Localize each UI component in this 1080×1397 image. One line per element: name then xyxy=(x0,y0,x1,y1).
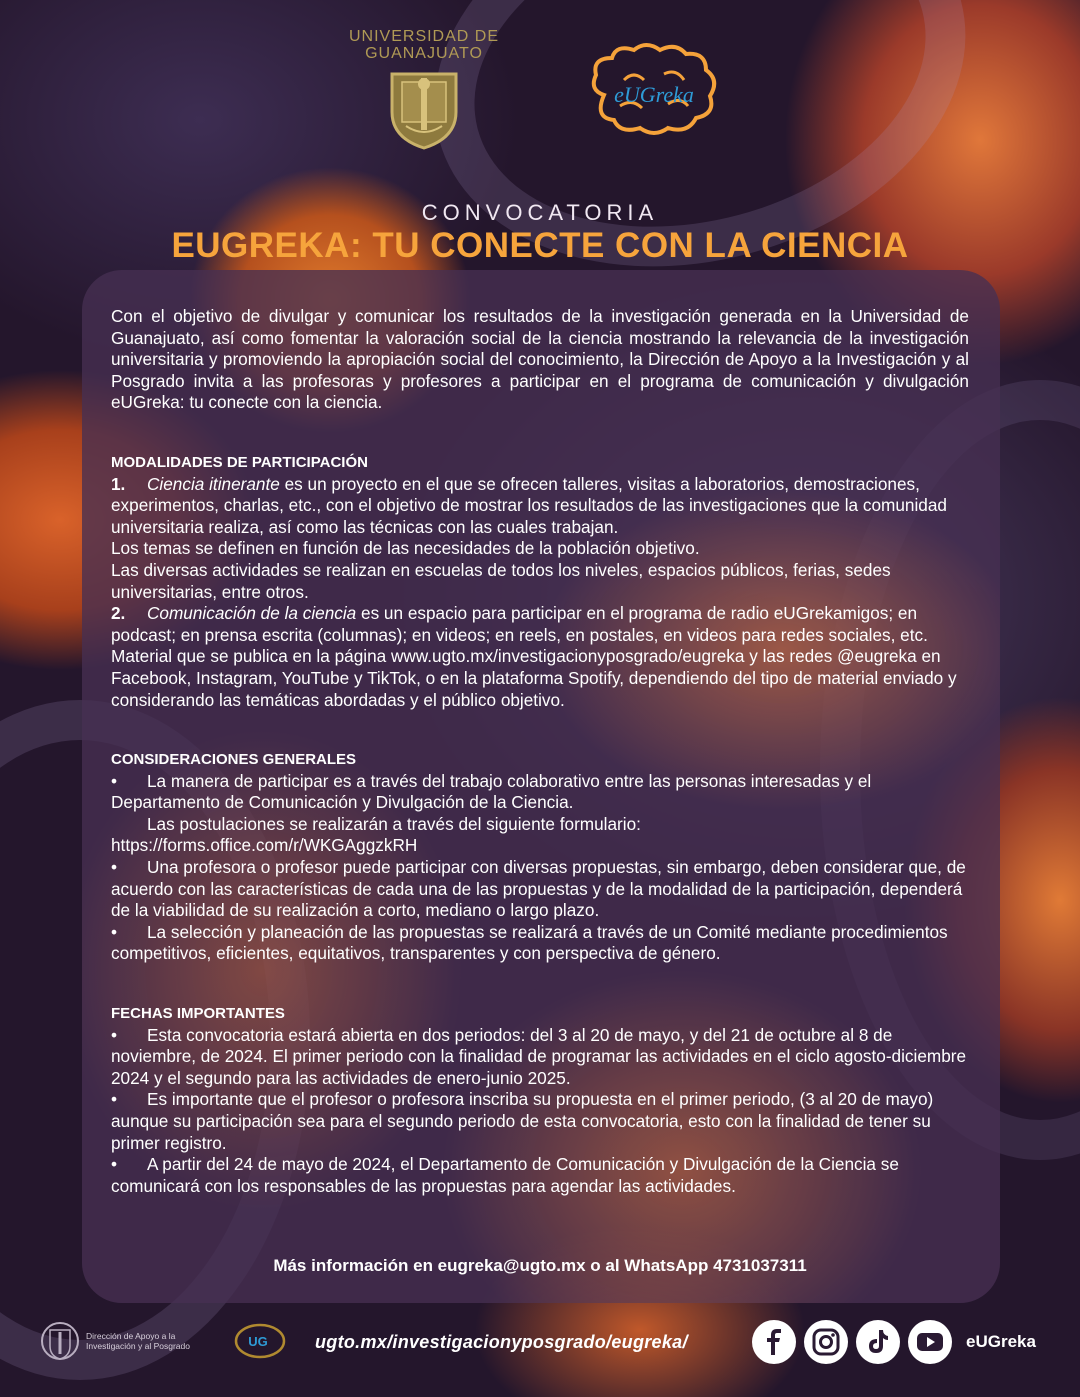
more-info: Más información en eugreka@ugto.mx o al WhatsApp 4731037311 xyxy=(273,1256,807,1275)
facebook-icon[interactable] xyxy=(752,1320,796,1364)
bullet-text: Esta convocatoria estará abierta en dos periodos: del 3 al 20 de mayo, y del 21 de octubre al 8 de noviembre, de 2024. El primer periodo con la finalidad de programar las actividades en el ciclo agosto-diciembre 2024 y el segundo para las actividades de enero-junio 2025. xyxy=(111,1024,967,1088)
item-term: Ciencia itinerante xyxy=(147,473,280,494)
bullet-text: Es importante que el profesor o profesora inscriba su propuesta en el primer periodo, (3 al 20 de mayo) aunque su participación sea para el segundo periodo de esta convocatoria, esto con la finalidad de tener su primer registro. xyxy=(111,1089,934,1153)
universidad-guanajuato-logo xyxy=(344,28,504,155)
direccion-line2: Investigación y al Posgrado xyxy=(86,1341,190,1351)
modalidad-item-2 xyxy=(111,603,969,711)
bullet: • xyxy=(111,857,118,878)
consideracion-bullet-1 xyxy=(111,771,969,814)
modalidad-item-1-p2: Los temas se definen en función de las necesidades de la población objetivo. xyxy=(111,538,700,559)
bullet-text: La manera de participar es a través del trabajo colaborativo entre las personas interesadas y el Departamento de Comunicación y Divulgación de la Ciencia. xyxy=(111,770,872,813)
instagram-icon[interactable] xyxy=(804,1320,848,1364)
bullet: • xyxy=(111,1024,118,1045)
intro-paragraph: Con el objetivo de divulgar y comunicar los resultados de la investigación generada en la Universidad de Guanajuato, así como fomentar la valoración social de la ciencia mostrando la relevancia de la investigación universitaria y promoviendo la apropiación social del conocimiento, la Dirección de Apoyo a la Investigación y al Posgrado invita a las profesoras y profesores a participar en el programa de comunicación y divulgación eUGreka: tu conecte con la ciencia. xyxy=(111,306,969,413)
direccion-logo xyxy=(40,1318,288,1364)
bullet-text: Una profesora o profesor puede participar con diversas propuestas, sin embargo, deben considerar que, de acuerdo con las características de cada una de las propuestas y de la modalidad de la participación, dependerá de la viabilidad de su realización a corto, mediano o largo plazo. xyxy=(111,857,966,921)
bullet: • xyxy=(111,1089,118,1110)
page-title: EUGREKA: TU CONECTE CON LA CIENCIA xyxy=(171,226,909,265)
item-text: es un proyecto en el que se ofrecen talleres, visitas a laboratorios, demostraciones, experimentos, charlas, etc., con el objetivo de mostrar los resultados de las investigaciones que la comunidad universitaria realiza, así como las técnicas con las cuales trabajan. xyxy=(111,473,947,537)
content-body xyxy=(111,306,969,1197)
small-logo-text: UG xyxy=(248,1334,268,1349)
item-text: es un espacio para participar en el programa de radio eUGrekamigos; en podcast; en prensa escrita (columnas); en videos; en reels, en postales, en videos para redes sociales, etc. Material que se publica en la página www.ugto.mx/investigacionyposgrado/eugreka y las redes @eugreka en Facebook, Instagram, YouTube y TikTok, o en la plataforma Spotify, dependiendo del tipo de material enviado y considerando las temáticas abordadas y el público objetivo. xyxy=(111,603,957,710)
bullet-text: La selección y planeación de las propuestas se realizará a través de un Comité mediante procedimientos competitivos, eficientes, equitativos, transparentes y con perspectiva de género. xyxy=(111,921,948,964)
section-heading-consideraciones: CONSIDERACIONES GENERALES xyxy=(111,751,357,769)
social-icons xyxy=(752,1320,952,1364)
fecha-bullet-2 xyxy=(111,1089,969,1154)
tiktok-icon[interactable] xyxy=(856,1320,900,1364)
eugreka-logo xyxy=(584,40,724,145)
form-link[interactable]: https://forms.office.com/r/WKGAggzkRH xyxy=(111,835,418,856)
eugreka-small-logo-icon xyxy=(232,1321,288,1361)
consideracion-bullet-3 xyxy=(111,922,969,965)
item-number: 1. xyxy=(111,473,126,494)
logo-text-line2: GUANAJUATO xyxy=(365,45,483,62)
fecha-bullet-3 xyxy=(111,1154,969,1197)
item-term: Comunicación de la ciencia xyxy=(147,603,357,624)
social-handle: eUGreka xyxy=(966,1332,1036,1351)
modalidad-item-1-p3: Las diversas actividades se realizan en escuelas de todos los niveles, espacios públicos, ferias, sedes universitarias, entre otros. xyxy=(111,559,891,602)
youtube-icon[interactable] xyxy=(908,1320,952,1364)
consideracion-bullet-2 xyxy=(111,857,969,922)
bullet: • xyxy=(111,921,118,942)
footer-url-link[interactable]: ugto.mx/investigacionyposgrado/eugreka/ xyxy=(315,1332,688,1352)
section-heading-modalidades: MODALIDADES DE PARTICIPACIÓN xyxy=(111,453,368,471)
bullet-text: A partir del 24 de mayo de 2024, el Departamento de Comunicación y Divulgación de la Ciencia se comunicará con los responsables de las propuestas para agendar las actividades. xyxy=(111,1154,899,1196)
footer xyxy=(0,1310,1080,1397)
direccion-line1: Dirección de Apoyo a la xyxy=(86,1331,176,1341)
item-number: 2. xyxy=(111,603,126,624)
consideracion-bullet-1-p2 xyxy=(111,814,969,836)
bullet: • xyxy=(111,770,118,791)
seal-icon xyxy=(40,1318,80,1364)
section-heading-fechas: FECHAS IMPORTANTES xyxy=(111,1005,285,1023)
fecha-bullet-1 xyxy=(111,1025,969,1090)
kicker: CONVOCATORIA xyxy=(421,200,659,225)
bullet-text: Las postulaciones se realizarán a través del siguiente formulario: xyxy=(147,813,641,834)
logo-text-line1: UNIVERSIDAD DE xyxy=(348,28,500,45)
modalidad-item-1 xyxy=(111,474,969,539)
eugreka-logo-text: eUGreka xyxy=(614,82,694,107)
bullet: • xyxy=(111,1154,118,1175)
coat-of-arms-icon xyxy=(384,68,464,150)
